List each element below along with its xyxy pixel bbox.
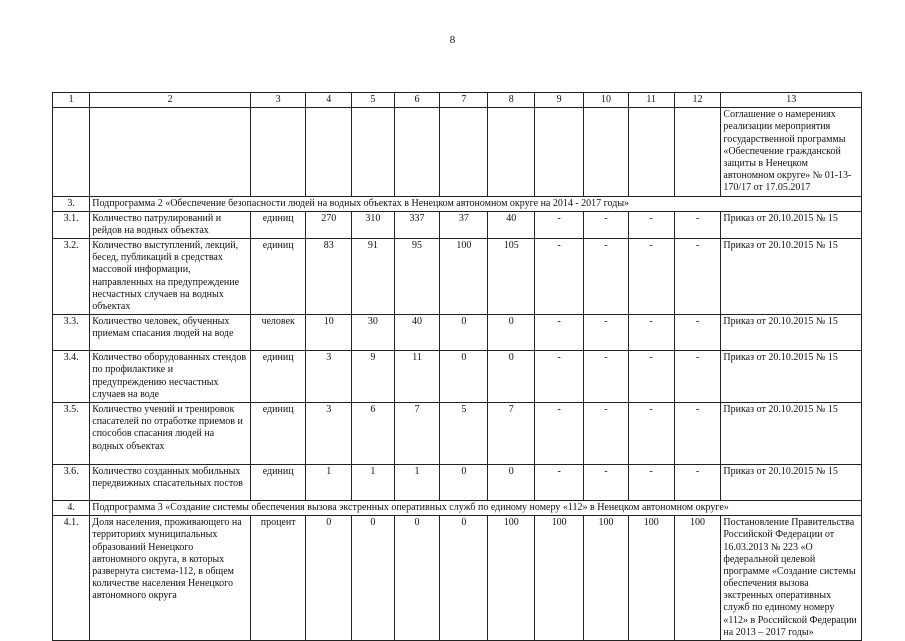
indicator-row: [53, 239, 862, 315]
indicator-value: -: [628, 402, 674, 464]
indicator-value: 3: [306, 351, 352, 403]
indicator-value: 83: [306, 239, 352, 315]
indicator-value: 1: [394, 464, 440, 500]
indicator-value: 310: [352, 211, 395, 238]
indicator-value: 37: [440, 211, 488, 238]
indicator-value: 100: [584, 516, 629, 641]
indicator-value: 0: [488, 464, 535, 500]
column-number: 1: [53, 93, 90, 108]
indicator-value: -: [628, 351, 674, 403]
indicator-value: 0: [394, 516, 440, 641]
indicator-value: 10: [306, 315, 352, 351]
indicators-table: [52, 92, 862, 641]
indicator-value: -: [674, 402, 721, 464]
indicator-value: 91: [352, 239, 395, 315]
indicator-row: [53, 402, 862, 464]
indicator-name: Количество выступлений, лекций, бесед, публикаций в средствах массовой информации, направленных на предупреждение несчастных случаев на водных объектах: [90, 239, 251, 315]
indicator-value: 40: [394, 315, 440, 351]
indicator-value: 40: [488, 211, 535, 238]
indicator-value: -: [584, 211, 629, 238]
row-number: 3.4.: [53, 351, 90, 403]
indicator-value: -: [628, 239, 674, 315]
indicator-value: -: [674, 239, 721, 315]
column-number: 6: [394, 93, 440, 108]
indicator-value: -: [628, 464, 674, 500]
column-number: 3: [250, 93, 305, 108]
indicator-value: -: [535, 402, 584, 464]
indicator-value: 1: [306, 464, 352, 500]
unit-of-measure: человек: [250, 315, 305, 351]
continuation-row: [53, 108, 862, 196]
row-number: 4.1.: [53, 516, 90, 641]
row-number: 3.3.: [53, 315, 90, 351]
indicator-value: 100: [535, 516, 584, 641]
indicator-value: 3: [306, 402, 352, 464]
indicator-value: 6: [352, 402, 395, 464]
indicator-value: 7: [488, 402, 535, 464]
indicator-value: -: [584, 464, 629, 500]
indicator-value: -: [628, 315, 674, 351]
indicator-value: 95: [394, 239, 440, 315]
section-title: Подпрограмма 2 «Обеспечение безопасности людей на водных объектах в Ненецком автономном округе на 2014 - 2017 годы»: [90, 196, 862, 211]
column-number: 4: [306, 93, 352, 108]
unit-of-measure: единиц: [250, 239, 305, 315]
row-number: 3.1.: [53, 211, 90, 238]
subprogram-2-row: [53, 196, 862, 211]
indicator-value: 100: [488, 516, 535, 641]
indicator-value: 7: [394, 402, 440, 464]
indicator-row: [53, 464, 862, 500]
indicator-value: 100: [440, 239, 488, 315]
indicator-name: Количество оборудованных стендов по профилактике и предупреждению несчастных случаев на воде: [90, 351, 251, 403]
indicator-value: 100: [628, 516, 674, 641]
indicator-row: [53, 315, 862, 351]
column-number: 12: [674, 93, 721, 108]
subprogram-3-row: [53, 500, 862, 515]
unit-of-measure: единиц: [250, 464, 305, 500]
indicator-value: 100: [674, 516, 721, 641]
indicator-value: -: [674, 211, 721, 238]
indicator-value: 0: [440, 315, 488, 351]
indicator-row: [53, 351, 862, 403]
section-title: Подпрограмма 3 «Создание системы обеспечения вызова экстренных оперативных служб по единому номеру «112» в Ненецком автономном округе»: [90, 500, 862, 515]
page-number: 8: [449, 34, 456, 46]
subprogram-2-indicators: [53, 211, 862, 500]
indicator-value: -: [584, 239, 629, 315]
indicator-name: Количество учений и тренировок спасателей по отработке приемов и способов спасания людей на водных объектах: [90, 402, 251, 464]
column-number: 5: [352, 93, 395, 108]
indicator-value: -: [584, 315, 629, 351]
indicator-value: -: [674, 351, 721, 403]
indicator-row: [53, 516, 862, 641]
indicator-value: 1: [352, 464, 395, 500]
unit-of-measure: процент: [250, 516, 305, 641]
indicator-value: 30: [352, 315, 395, 351]
indicator-value: 105: [488, 239, 535, 315]
column-number: 7: [440, 93, 488, 108]
indicator-value: 337: [394, 211, 440, 238]
column-number: 13: [721, 93, 862, 108]
indicator-value: -: [584, 402, 629, 464]
basis-document: Приказ от 20.10.2015 № 15: [721, 315, 862, 351]
row-number: 3.5.: [53, 402, 90, 464]
section-number: 4.: [53, 500, 90, 515]
indicator-value: -: [535, 351, 584, 403]
basis-document: Приказ от 20.10.2015 № 15: [721, 239, 862, 315]
indicator-value: 0: [352, 516, 395, 641]
indicator-value: 9: [352, 351, 395, 403]
column-number: 9: [535, 93, 584, 108]
indicator-value: 0: [306, 516, 352, 641]
section-number: 3.: [53, 196, 90, 211]
row-number: 3.6.: [53, 464, 90, 500]
row-number: 3.2.: [53, 239, 90, 315]
basis-document: Приказ от 20.10.2015 № 15: [721, 402, 862, 464]
column-number: 10: [584, 93, 629, 108]
indicator-value: -: [584, 351, 629, 403]
column-number-row: [53, 93, 862, 108]
indicator-value: 11: [394, 351, 440, 403]
unit-of-measure: единиц: [250, 351, 305, 403]
indicator-name: Количество созданных мобильных передвижных спасательных постов: [90, 464, 251, 500]
unit-of-measure: единиц: [250, 211, 305, 238]
indicator-name: Количество человек, обученных приемам спасания людей на воде: [90, 315, 251, 351]
continuation-basis: Соглашение о намерениях реализации мероприятия государственной программы «Обеспечение гражданской защиты в Ненецком автономном округе» № 01-13-170/17 от 17.05.2017: [721, 108, 862, 196]
column-number: 8: [488, 93, 535, 108]
subprogram-3-indicators: [53, 516, 862, 641]
indicator-value: 0: [440, 516, 488, 641]
basis-document: Приказ от 20.10.2015 № 15: [721, 211, 862, 238]
indicator-value: -: [535, 211, 584, 238]
basis-document: Приказ от 20.10.2015 № 15: [721, 464, 862, 500]
indicator-row: [53, 211, 862, 238]
basis-document: Приказ от 20.10.2015 № 15: [721, 351, 862, 403]
indicator-value: -: [628, 211, 674, 238]
indicator-value: 0: [488, 315, 535, 351]
indicator-value: 0: [440, 351, 488, 403]
indicator-name: Доля населения, проживающего на территориях муниципальных образований Ненецкого автономного округа, в которых развернута система-112, в общем количестве населения Ненецкого автономного округа: [90, 516, 251, 641]
basis-document: Постановление Правительства Российской Федерации от 16.03.2013 № 223 «О федеральной целевой программе «Создание системы обеспечения вызова экстренных оперативных служб по единому номеру «112» в Российской Федерации на 2013 – 2017 годы»: [721, 516, 862, 641]
indicator-value: 0: [488, 351, 535, 403]
unit-of-measure: единиц: [250, 402, 305, 464]
indicator-value: 0: [440, 464, 488, 500]
column-number: 2: [90, 93, 251, 108]
indicator-value: -: [674, 464, 721, 500]
column-number: 11: [628, 93, 674, 108]
indicator-value: -: [535, 239, 584, 315]
indicator-value: -: [674, 315, 721, 351]
indicator-value: -: [535, 464, 584, 500]
indicator-value: 270: [306, 211, 352, 238]
indicator-value: 5: [440, 402, 488, 464]
indicator-value: -: [535, 315, 584, 351]
indicator-name: Количество патрулирований и рейдов на водных объектах: [90, 211, 251, 238]
